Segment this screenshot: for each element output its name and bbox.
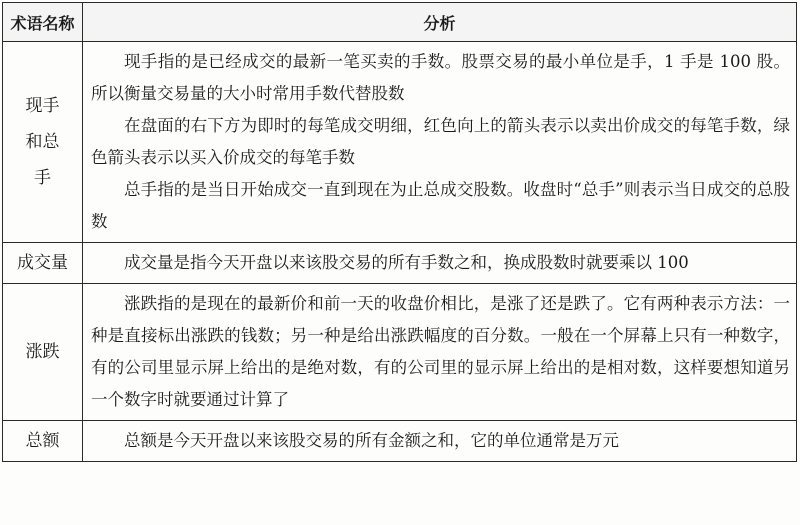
term-label: 涨跌 — [25, 342, 60, 362]
term-cell — [3, 284, 83, 421]
header-term: 术语名称 — [3, 3, 83, 42]
analysis-paragraph: 在盘面的右下方为即时的每笔成交明细，红色向上的箭头表示以卖出价成交的每笔手数，绿色箭头表示以买入价成交的每笔手数 — [91, 116, 790, 167]
table-row — [3, 284, 797, 421]
table-row — [3, 42, 797, 243]
analysis-paragraph: 总额是今天开盘以来该股交易的所有金额之和，它的单位通常是万元 — [124, 431, 619, 450]
term-cell — [3, 243, 83, 284]
table-header-row — [3, 3, 797, 42]
term-label: 现手和总手 — [25, 96, 60, 188]
term-label: 成交量 — [17, 253, 68, 273]
term-cell — [3, 421, 83, 462]
term-label: 总额 — [25, 431, 60, 451]
terms-table — [2, 2, 797, 462]
analysis-paragraph: 涨跌指的是现在的最新价和前一天的收盘价相比，是涨了还是跌了。它有两种表示方法：一种是直接标出涨跌的钱数；另一种是给出涨跌幅度的百分数。一般在一个屏幕上只有一种数字，有的公司里显示屏上给出的是绝对数，有的公司里的显示屏上给出的是相对数，这样要想知道另一个数字时就要通过计算了 — [91, 294, 790, 409]
analysis-cell — [83, 42, 797, 243]
analysis-cell — [83, 243, 797, 284]
term-cell — [3, 42, 83, 243]
header-analysis: 分析 — [83, 3, 797, 42]
analysis-paragraph: 现手指的是已经成交的最新一笔买卖的手数。股票交易的最小单位是手，1 手是 100 股。所以衡量交易量的大小时常用手数代替股数 — [91, 52, 790, 103]
analysis-cell — [83, 421, 797, 462]
table-row — [3, 243, 797, 284]
table-row — [3, 421, 797, 462]
analysis-paragraph: 成交量是指今天开盘以来该股交易的所有手数之和，换成股数时就要乘以 100 — [124, 253, 689, 272]
analysis-cell — [83, 284, 797, 421]
analysis-paragraph: 总手指的是当日开始成交一直到现在为止总成交股数。收盘时“总手”则表示当日成交的总股数 — [91, 180, 790, 231]
